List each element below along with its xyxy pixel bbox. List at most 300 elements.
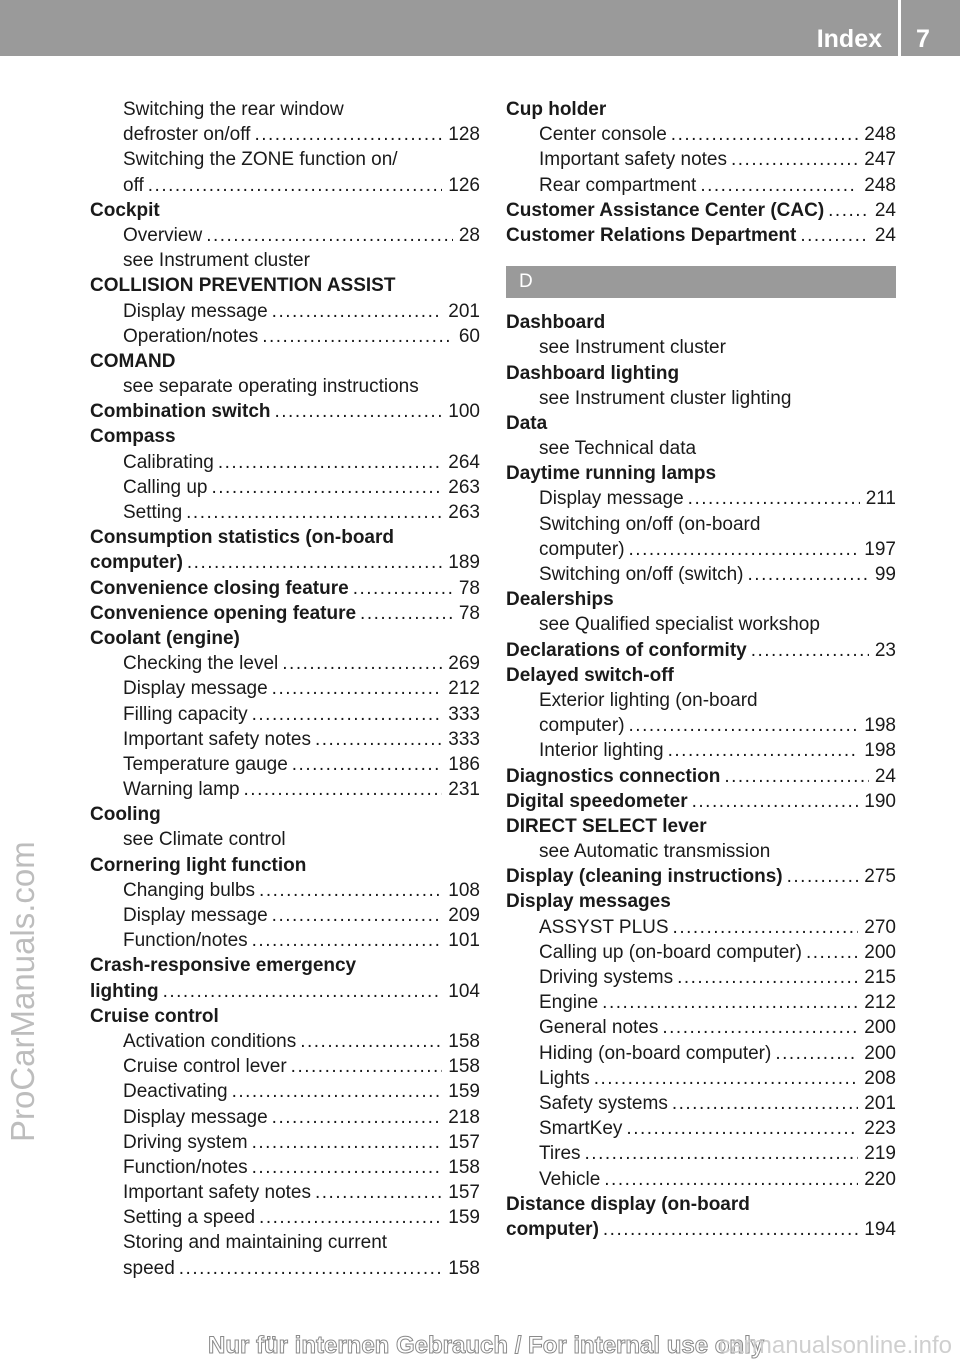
index-subentry xyxy=(90,1155,480,1180)
index-entry xyxy=(506,411,896,436)
entry-text: Setting xyxy=(123,502,183,523)
dot-leader xyxy=(232,1079,443,1104)
dot-leader xyxy=(800,223,869,248)
entry-text: Function/notes xyxy=(123,1156,248,1178)
entry-text: ASSYST PLUS xyxy=(539,916,669,938)
entry-page-number: 247 xyxy=(864,149,896,171)
footer-site: carmanualsonline.info xyxy=(718,1332,952,1359)
entry-page-number: 100 xyxy=(448,401,480,423)
entry-text: Display (cleaning instructions) xyxy=(506,866,783,888)
index-entry xyxy=(506,461,896,486)
entry-text: see Automatic transmission xyxy=(539,841,771,863)
dot-leader xyxy=(291,1054,443,1079)
index-entry xyxy=(90,399,480,424)
dot-leader xyxy=(252,928,443,953)
index-subentry xyxy=(506,839,896,864)
index-subentry xyxy=(506,738,896,763)
entry-text: computer) xyxy=(506,1218,599,1240)
index-subentry xyxy=(506,1091,896,1116)
dot-leader xyxy=(148,173,443,198)
index-subentry xyxy=(506,562,896,587)
index-subentry xyxy=(90,903,480,928)
index-subentry xyxy=(506,1167,896,1192)
index-entry xyxy=(90,273,480,298)
index-entry xyxy=(506,889,896,914)
index-column-left xyxy=(90,97,480,1281)
dot-leader xyxy=(668,738,859,763)
index-subentry xyxy=(90,299,480,324)
dot-leader xyxy=(806,940,858,965)
entry-page-number: 108 xyxy=(448,879,480,901)
entry-text: Switching the rear window xyxy=(123,99,344,120)
entry-text: Dashboard xyxy=(506,312,606,334)
entry-page-number: 101 xyxy=(448,930,480,952)
entry-text: Setting a speed xyxy=(123,1207,256,1229)
dot-leader xyxy=(700,173,858,198)
index-subentry xyxy=(90,500,480,525)
entry-text: Deactivating xyxy=(123,1081,228,1103)
dot-leader xyxy=(315,727,442,752)
entry-text: Filling capacity xyxy=(123,703,248,725)
index-subentry xyxy=(506,486,896,511)
dot-leader xyxy=(629,713,859,738)
entry-text: Calling up xyxy=(123,476,208,498)
entry-page-number: 189 xyxy=(448,552,480,574)
entry-page-number: 200 xyxy=(864,1042,896,1064)
index-subentry xyxy=(90,147,480,172)
entry-text: SmartKey xyxy=(539,1118,623,1140)
entry-text: Engine xyxy=(539,992,599,1014)
index-entry xyxy=(506,814,896,839)
entry-text: Vehicle xyxy=(539,1168,601,1190)
index-subentry xyxy=(90,827,480,852)
entry-text: Crash-responsive emergency xyxy=(90,955,357,977)
entry-text: Display message xyxy=(123,678,268,700)
entry-text: Tires xyxy=(539,1143,581,1165)
entry-page-number: 159 xyxy=(448,1207,480,1229)
entry-page-number: 158 xyxy=(448,1257,480,1279)
entry-page-number: 201 xyxy=(448,300,480,322)
entry-page-number: 190 xyxy=(864,790,896,812)
dot-leader xyxy=(677,965,858,990)
index-subentry xyxy=(90,727,480,752)
index-entry xyxy=(506,1217,896,1242)
dot-leader xyxy=(662,1015,858,1040)
index-subentry xyxy=(90,374,480,399)
entry-text: Daytime running lamps xyxy=(506,463,717,485)
index-entry xyxy=(90,424,480,449)
index-subentry xyxy=(90,777,480,802)
index-entry xyxy=(506,97,896,122)
dot-leader xyxy=(282,651,442,676)
dot-leader xyxy=(748,562,869,587)
entry-text: off xyxy=(123,174,144,196)
index-group-d xyxy=(506,310,896,1242)
entry-page-number: 78 xyxy=(458,577,480,599)
entry-text: Checking the level xyxy=(123,653,279,675)
index-subentry xyxy=(90,1230,480,1255)
index-entry xyxy=(90,1004,480,1029)
entry-page-number: 158 xyxy=(448,1030,480,1052)
index-entry xyxy=(506,764,896,789)
entry-page-number: 128 xyxy=(448,124,480,146)
index-subentry xyxy=(90,97,480,122)
entry-page-number: 248 xyxy=(864,174,896,196)
dot-leader xyxy=(272,903,443,928)
index-subentry xyxy=(506,915,896,940)
entry-text: Declarations of conformity xyxy=(506,639,747,661)
index-entry xyxy=(506,864,896,889)
entry-text: Activation conditions xyxy=(123,1030,297,1052)
index-entry xyxy=(506,789,896,814)
index-entry xyxy=(506,223,896,248)
entry-page-number: 211 xyxy=(865,488,896,510)
entry-text: Important safety notes xyxy=(539,149,727,171)
entry-text: Diagnostics connection xyxy=(506,765,721,787)
entry-text: Storing and maintaining current xyxy=(123,1232,388,1254)
index-subentry xyxy=(506,537,896,562)
header-divider xyxy=(898,0,901,56)
entry-page-number: 269 xyxy=(448,653,480,675)
entry-page-number: 208 xyxy=(864,1067,896,1089)
index-subentry xyxy=(90,651,480,676)
dot-leader xyxy=(187,550,442,575)
index-subentry xyxy=(90,450,480,475)
entry-text: Dashboard lighting xyxy=(506,362,680,384)
dot-leader xyxy=(275,399,443,424)
entry-page-number: 223 xyxy=(864,1118,896,1140)
entry-page-number: 215 xyxy=(864,967,896,988)
entry-text: Driving system xyxy=(123,1131,248,1153)
index-entry xyxy=(90,979,480,1004)
dot-leader xyxy=(787,864,859,889)
dot-leader xyxy=(724,764,869,789)
entry-text: Safety systems xyxy=(539,1092,668,1114)
index-entry xyxy=(90,802,480,827)
index-subentry xyxy=(90,752,480,777)
entry-page-number: 212 xyxy=(448,678,480,700)
index-subentry xyxy=(90,676,480,701)
entry-text: computer) xyxy=(539,715,625,737)
index-column-right xyxy=(506,97,896,1242)
entry-text: see Instrument cluster lighting xyxy=(539,387,792,409)
entry-page-number: 158 xyxy=(448,1056,480,1078)
entry-page-number: 104 xyxy=(448,980,480,1002)
entry-text: Lights xyxy=(539,1067,590,1089)
index-subentry xyxy=(506,122,896,147)
dot-leader xyxy=(360,601,453,626)
entry-page-number: 99 xyxy=(874,564,896,585)
dot-leader xyxy=(259,878,442,903)
index-entry xyxy=(90,525,480,550)
index-subentry xyxy=(506,512,896,537)
entry-text: Cornering light function xyxy=(90,854,307,876)
index-subentry xyxy=(506,965,896,990)
index-subentry xyxy=(506,335,896,360)
index-entry xyxy=(506,1192,896,1217)
entry-text: Customer Relations Department xyxy=(506,224,797,246)
dot-leader xyxy=(259,1205,442,1230)
entry-text: Important safety notes xyxy=(123,728,311,750)
dot-leader xyxy=(594,1066,859,1091)
dot-leader xyxy=(671,122,859,147)
entry-text: Switching on/off (on-board xyxy=(539,513,761,535)
index-subentry xyxy=(90,1054,480,1079)
dot-leader xyxy=(585,1141,859,1166)
entry-text: Driving systems xyxy=(539,967,674,988)
entry-page-number: 126 xyxy=(448,174,480,196)
dot-leader xyxy=(692,789,859,814)
dot-leader xyxy=(186,500,442,525)
dot-leader xyxy=(828,198,869,223)
entry-text: Function/notes xyxy=(123,930,248,952)
dot-leader xyxy=(629,537,859,562)
index-subentry xyxy=(506,436,896,461)
entry-text: Rear compartment xyxy=(539,174,697,196)
index-subentry xyxy=(90,1256,480,1281)
entry-page-number: 78 xyxy=(458,602,480,624)
index-subentry xyxy=(90,878,480,903)
entry-text: Coolant (engine) xyxy=(90,627,240,649)
entry-text: Display message xyxy=(123,1106,268,1128)
dot-leader xyxy=(218,450,442,475)
entry-text: Dealerships xyxy=(506,589,614,611)
index-subentry xyxy=(506,1066,896,1091)
entry-text: Display messages xyxy=(506,891,671,913)
entry-text: Temperature gauge xyxy=(123,753,288,775)
entry-page-number: 194 xyxy=(864,1218,896,1240)
entry-text: Customer Assistance Center (CAC) xyxy=(506,199,825,221)
index-subentry xyxy=(506,1116,896,1141)
entry-text: Interior lighting xyxy=(539,740,664,762)
dot-leader xyxy=(626,1116,858,1141)
entry-text: COMAND xyxy=(90,350,176,372)
dot-leader xyxy=(731,147,858,172)
entry-page-number: 28 xyxy=(458,224,480,246)
entry-text: Compass xyxy=(90,426,176,448)
index-entry xyxy=(506,638,896,663)
entry-page-number: 270 xyxy=(864,916,896,938)
index-subentry xyxy=(506,612,896,637)
entry-text: Operation/notes xyxy=(123,325,259,347)
entry-page-number: 157 xyxy=(448,1131,480,1153)
index-subentry xyxy=(90,122,480,147)
index-subentry xyxy=(506,713,896,738)
entry-text: Important safety notes xyxy=(123,1182,311,1204)
index-subentry xyxy=(506,1141,896,1166)
index-subentry xyxy=(90,928,480,953)
entry-text: Distance display (on-board xyxy=(506,1193,750,1215)
entry-text: Switching on/off (switch) xyxy=(539,564,744,585)
entry-page-number: 200 xyxy=(864,941,896,963)
entry-text: computer) xyxy=(90,552,183,574)
index-entry xyxy=(506,198,896,223)
entry-page-number: 220 xyxy=(864,1168,896,1190)
dot-leader xyxy=(603,1217,858,1242)
entry-page-number: 275 xyxy=(864,866,896,888)
entry-page-number: 201 xyxy=(864,1092,896,1114)
index-subentry xyxy=(506,1015,896,1040)
dot-leader xyxy=(252,1155,443,1180)
index-entry xyxy=(90,626,480,651)
entry-text: Display message xyxy=(123,300,268,322)
dot-leader xyxy=(604,1167,858,1192)
entry-text: speed xyxy=(123,1257,175,1279)
dot-leader xyxy=(272,676,443,701)
entry-page-number: 248 xyxy=(864,124,896,146)
entry-text: see separate operating instructions xyxy=(123,376,419,398)
entry-text: DIRECT SELECT lever xyxy=(506,815,707,837)
entry-page-number: 60 xyxy=(458,325,480,347)
entry-page-number: 333 xyxy=(448,703,480,725)
index-subentry xyxy=(506,940,896,965)
entry-text: Convenience opening feature xyxy=(90,602,357,624)
index-subentry xyxy=(90,702,480,727)
index-entry xyxy=(90,550,480,575)
entry-text: Cockpit xyxy=(90,199,160,221)
dot-leader xyxy=(300,1029,442,1054)
index-subentry xyxy=(506,1041,896,1066)
index-subentry xyxy=(90,223,480,248)
entry-page-number: 264 xyxy=(448,451,480,473)
entry-text: Cooling xyxy=(90,804,161,826)
entry-text: computer) xyxy=(539,538,625,560)
entry-text: Calibrating xyxy=(123,451,214,473)
entry-text: see Climate control xyxy=(123,829,286,851)
dot-leader xyxy=(244,777,443,802)
index-group-c xyxy=(506,97,896,248)
index-entry xyxy=(90,601,480,626)
entry-page-number: 209 xyxy=(448,905,480,926)
dot-leader xyxy=(252,702,443,727)
dot-leader xyxy=(252,1130,443,1155)
entry-page-number: 157 xyxy=(448,1182,480,1204)
dot-leader xyxy=(775,1041,858,1066)
index-entry xyxy=(90,349,480,374)
entry-text: Exterior lighting (on-board xyxy=(539,689,758,711)
index-subentry xyxy=(506,688,896,713)
index-subentry xyxy=(506,147,896,172)
index-entry xyxy=(506,663,896,688)
dot-leader xyxy=(602,990,858,1015)
entry-text: Switching the ZONE function on/ xyxy=(123,149,398,171)
entry-page-number: 219 xyxy=(864,1143,896,1165)
entry-text: General notes xyxy=(539,1017,659,1039)
dot-leader xyxy=(751,638,869,663)
entry-page-number: 24 xyxy=(874,199,896,221)
entry-text: defroster on/off xyxy=(123,124,251,146)
index-subentry xyxy=(506,990,896,1015)
entry-text: Hiding (on-board computer) xyxy=(539,1042,772,1064)
entry-text: Changing bulbs xyxy=(123,879,256,901)
entry-page-number: 212 xyxy=(864,992,896,1014)
entry-text: Display message xyxy=(123,905,268,926)
entry-text: Center console xyxy=(539,124,667,146)
entry-page-number: 23 xyxy=(874,639,896,661)
entry-text: Convenience closing feature xyxy=(90,577,349,599)
side-watermark: ProCarManuals.com xyxy=(4,841,41,1142)
entry-page-number: 333 xyxy=(448,728,480,750)
index-subentry xyxy=(90,1029,480,1054)
entry-text: see Qualified specialist workshop xyxy=(539,614,820,636)
dot-leader xyxy=(272,1105,443,1130)
entry-text: Calling up (on-board computer) xyxy=(539,941,802,963)
footer-note: Nur für internen Gebrauch / For internal use only xyxy=(208,1332,765,1359)
index-entry xyxy=(506,361,896,386)
dot-leader xyxy=(254,122,442,147)
index-entry xyxy=(90,853,480,878)
dot-leader xyxy=(212,475,443,500)
entry-page-number: 263 xyxy=(448,476,480,498)
entry-text: see Instrument cluster xyxy=(539,337,726,359)
entry-text: Cruise control xyxy=(90,1005,219,1027)
index-entry xyxy=(90,576,480,601)
page-number: 7 xyxy=(916,25,930,53)
index-subentry xyxy=(90,248,480,273)
index-subentry xyxy=(506,173,896,198)
dot-leader xyxy=(315,1180,442,1205)
entry-text: Cup holder xyxy=(506,99,607,120)
letter-header-d: D xyxy=(506,266,896,298)
index-subentry xyxy=(90,324,480,349)
entry-page-number: 231 xyxy=(448,779,480,801)
section-title: Index xyxy=(816,25,882,53)
index-subentry xyxy=(90,1130,480,1155)
entry-page-number: 24 xyxy=(874,224,896,246)
dot-leader xyxy=(353,576,453,601)
dot-leader xyxy=(672,1091,858,1116)
index-entry xyxy=(90,198,480,223)
entry-text: Overview xyxy=(123,224,203,246)
dot-leader xyxy=(206,223,453,248)
entry-text: lighting xyxy=(90,980,159,1002)
index-entry xyxy=(90,953,480,978)
entry-text: Delayed switch-off xyxy=(506,664,674,686)
entry-text: Digital speedometer xyxy=(506,790,688,812)
entry-text: see Instrument cluster xyxy=(123,250,310,272)
entry-page-number: 200 xyxy=(864,1017,896,1039)
entry-page-number: 24 xyxy=(874,765,896,787)
entry-text: Consumption statistics (on-board xyxy=(90,527,394,549)
entry-text: see Technical data xyxy=(539,438,697,460)
entry-text: Data xyxy=(506,412,548,434)
entry-text: Cruise control lever xyxy=(123,1056,287,1078)
dot-leader xyxy=(262,324,453,349)
dot-leader xyxy=(688,486,860,511)
entry-page-number: 198 xyxy=(864,740,896,762)
index-subentry xyxy=(90,475,480,500)
entry-page-number: 263 xyxy=(448,502,480,523)
index-subentry xyxy=(90,1205,480,1230)
dot-leader xyxy=(673,915,859,940)
index-subentry xyxy=(90,173,480,198)
entry-page-number: 218 xyxy=(448,1106,480,1128)
index-entry xyxy=(506,587,896,612)
entry-text: Combination switch xyxy=(90,401,271,423)
index-subentry xyxy=(90,1105,480,1130)
entry-page-number: 198 xyxy=(864,715,896,737)
entry-text: Warning lamp xyxy=(123,779,240,801)
entry-page-number: 159 xyxy=(448,1081,480,1103)
entry-page-number: 197 xyxy=(864,538,896,560)
header-bar xyxy=(0,0,960,56)
index-subentry xyxy=(506,386,896,411)
dot-leader xyxy=(163,979,443,1004)
entry-page-number: 158 xyxy=(448,1156,480,1178)
index-subentry xyxy=(90,1180,480,1205)
dot-leader xyxy=(292,752,443,777)
entry-page-number: 186 xyxy=(448,753,480,775)
